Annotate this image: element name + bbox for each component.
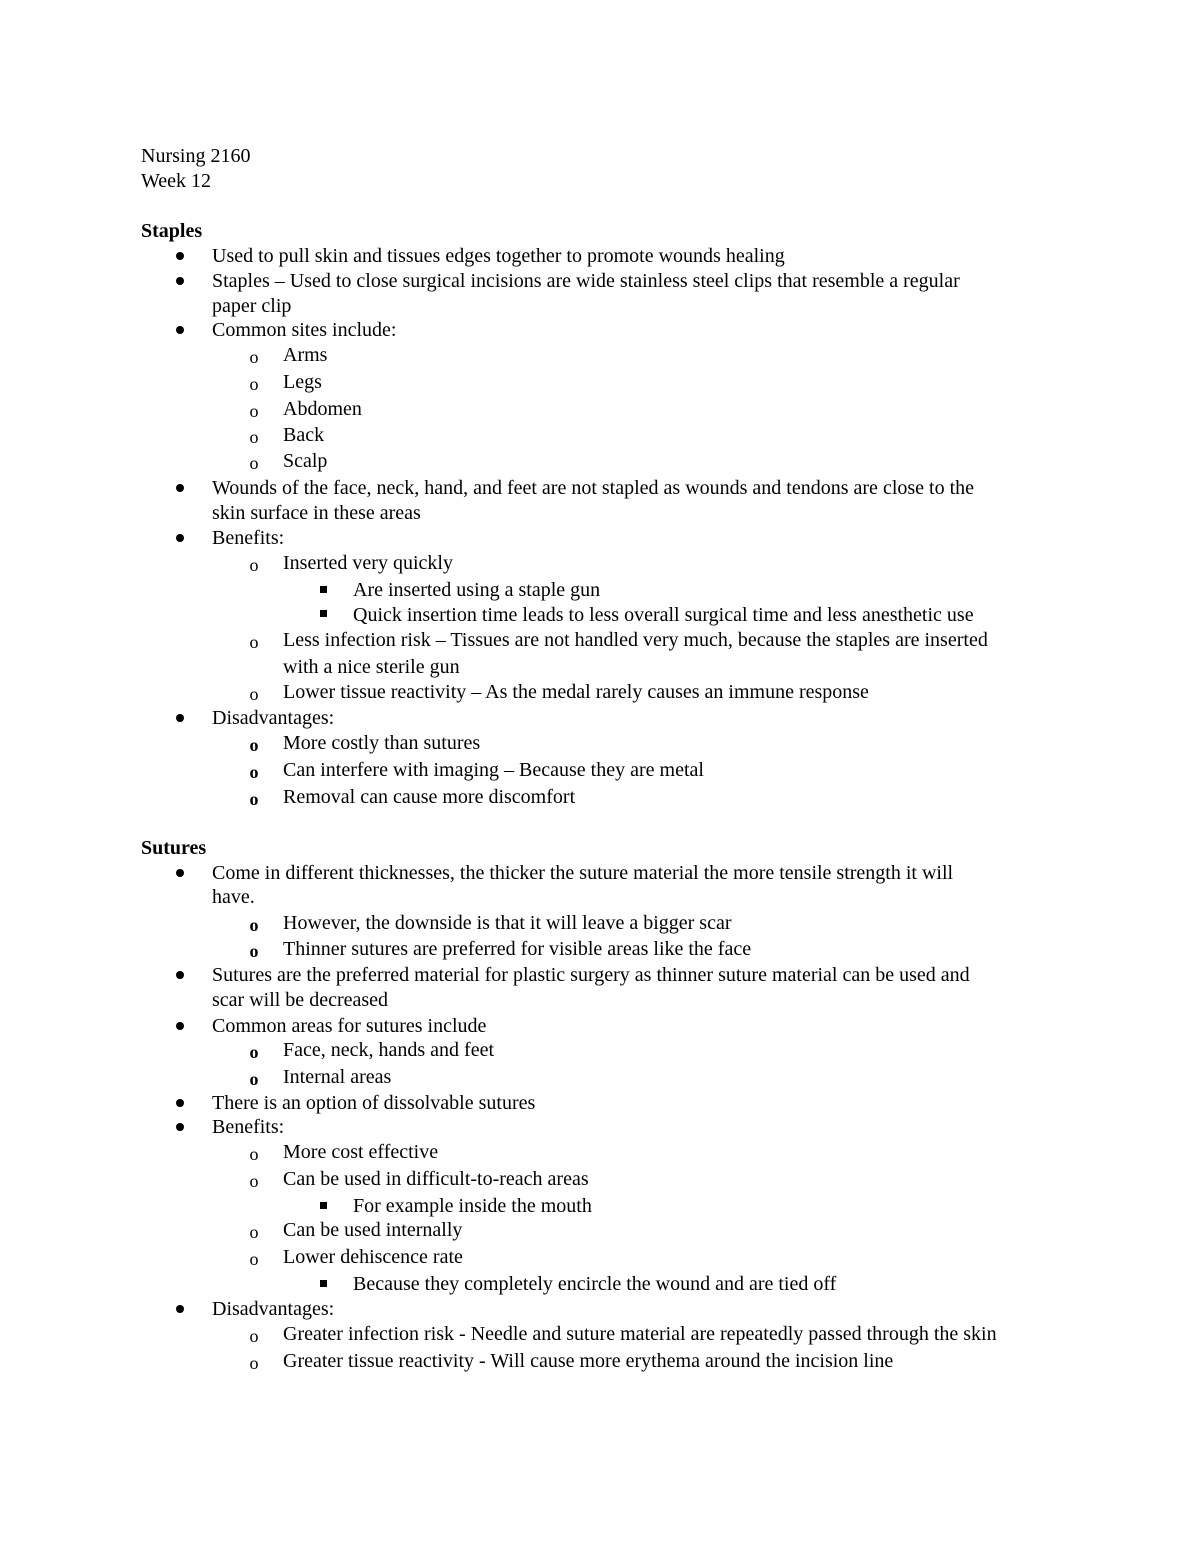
- list-item: Common areas for sutures include: [212, 1015, 487, 1037]
- bullet-icon: [176, 326, 184, 334]
- sub-list-item: Less infection risk – Tissues are not handled very much, because the staples are inserted: [283, 629, 988, 651]
- sub-list-item: Scalp: [283, 450, 328, 472]
- list-item: There is an option of dissolvable sutures: [212, 1092, 536, 1114]
- circle-bullet-icon: o: [249, 684, 259, 704]
- circle-bullet-icon: o: [249, 1069, 259, 1089]
- bullet-icon: [176, 971, 184, 979]
- course-title: Nursing 2160: [141, 145, 251, 167]
- list-item-continuation: have.: [212, 886, 255, 908]
- circle-bullet-icon: o: [249, 347, 259, 367]
- sub-list-item: However, the downside is that it will leave a bigger scar: [283, 912, 732, 934]
- bullet-icon: [176, 714, 184, 722]
- bullet-icon: [176, 1123, 184, 1131]
- sub-list-item: Face, neck, hands and feet: [283, 1039, 495, 1061]
- circle-bullet-icon: o: [249, 1249, 259, 1269]
- list-item: Sutures are the preferred material for plastic surgery as thinner suture material can be used and: [212, 964, 970, 986]
- sub-sub-list-item: Quick insertion time leads to less overall surgical time and less anesthetic use: [353, 604, 974, 626]
- sub-list-item: Abdomen: [283, 398, 362, 420]
- circle-bullet-icon: o: [249, 762, 259, 782]
- list-item: Staples – Used to close surgical incisions are wide stainless steel clips that resemble a regular: [212, 270, 960, 292]
- bullet-icon: [176, 869, 184, 877]
- list-item: Benefits:: [212, 1116, 285, 1138]
- circle-bullet-icon: o: [249, 427, 259, 447]
- sub-list-item: Legs: [283, 371, 322, 393]
- circle-bullet-icon: o: [249, 1326, 259, 1346]
- sutures-heading: Sutures: [141, 837, 207, 859]
- sub-list-item: Can be used internally: [283, 1219, 463, 1241]
- sub-list-item: Back: [283, 424, 325, 446]
- circle-bullet-icon: o: [249, 915, 259, 935]
- bullet-icon: [176, 1305, 184, 1313]
- sub-sub-list-item: Are inserted using a staple gun: [353, 579, 601, 601]
- list-item: Common sites include:: [212, 319, 397, 341]
- list-item-continuation: skin surface in these areas: [212, 502, 421, 524]
- bullet-icon: [176, 534, 184, 542]
- sub-list-item: Lower tissue reactivity – As the medal rarely causes an immune response: [283, 681, 869, 703]
- sub-list-item: Greater tissue reactivity - Will cause more erythema around the incision line: [283, 1350, 894, 1372]
- sub-list-item: Arms: [283, 344, 328, 366]
- circle-bullet-icon: o: [249, 789, 259, 809]
- circle-bullet-icon: o: [249, 632, 259, 652]
- bullet-icon: [176, 1099, 184, 1107]
- list-item: Disadvantages:: [212, 707, 335, 729]
- sub-list-item: Removal can cause more discomfort: [283, 786, 576, 808]
- circle-bullet-icon: o: [249, 1144, 259, 1164]
- square-bullet-icon: [320, 586, 327, 593]
- square-bullet-icon: [320, 1280, 327, 1287]
- list-item-continuation: paper clip: [212, 295, 292, 317]
- bullet-icon: [176, 1022, 184, 1030]
- sub-list-item: Can interfere with imaging – Because they are metal: [283, 759, 704, 781]
- bullet-icon: [176, 277, 184, 285]
- sub-list-item: Internal areas: [283, 1066, 392, 1088]
- circle-bullet-icon: o: [249, 374, 259, 394]
- circle-bullet-icon: o: [249, 555, 259, 575]
- circle-bullet-icon: o: [249, 1353, 259, 1373]
- bullet-icon: [176, 252, 184, 260]
- list-item: Wounds of the face, neck, hand, and feet are not stapled as wounds and tendons are close to the: [212, 477, 975, 499]
- list-item: Benefits:: [212, 527, 285, 549]
- sub-list-item-continuation: with a nice sterile gun: [283, 656, 460, 678]
- sub-list-item: Inserted very quickly: [283, 552, 453, 574]
- square-bullet-icon: [320, 1202, 327, 1209]
- square-bullet-icon: [320, 610, 327, 617]
- sub-list-item: More cost effective: [283, 1141, 439, 1163]
- list-item: Used to pull skin and tissues edges together to promote wounds healing: [212, 245, 785, 267]
- sub-list-item: Greater infection risk - Needle and suture material are repeatedly passed through the skin: [283, 1323, 997, 1345]
- circle-bullet-icon: o: [249, 735, 259, 755]
- sub-list-item: Lower dehiscence rate: [283, 1246, 463, 1268]
- sub-list-item: Thinner sutures are preferred for visible areas like the face: [283, 938, 752, 960]
- circle-bullet-icon: o: [249, 1222, 259, 1242]
- circle-bullet-icon: o: [249, 453, 259, 473]
- circle-bullet-icon: o: [249, 941, 259, 961]
- sub-sub-list-item: Because they completely encircle the wound and are tied off: [353, 1273, 837, 1295]
- bullet-icon: [176, 484, 184, 492]
- list-item: Disadvantages:: [212, 1298, 335, 1320]
- circle-bullet-icon: o: [249, 401, 259, 421]
- week-label: Week 12: [141, 170, 212, 192]
- list-item: Come in different thicknesses, the thicker the suture material the more tensile strength it will: [212, 862, 954, 884]
- list-item-continuation: scar will be decreased: [212, 989, 389, 1011]
- staples-heading: Staples: [141, 220, 203, 242]
- sub-list-item: Can be used in difficult-to-reach areas: [283, 1168, 589, 1190]
- sub-list-item: More costly than sutures: [283, 732, 481, 754]
- circle-bullet-icon: o: [249, 1042, 259, 1062]
- sub-sub-list-item: For example inside the mouth: [353, 1195, 592, 1217]
- circle-bullet-icon: o: [249, 1171, 259, 1191]
